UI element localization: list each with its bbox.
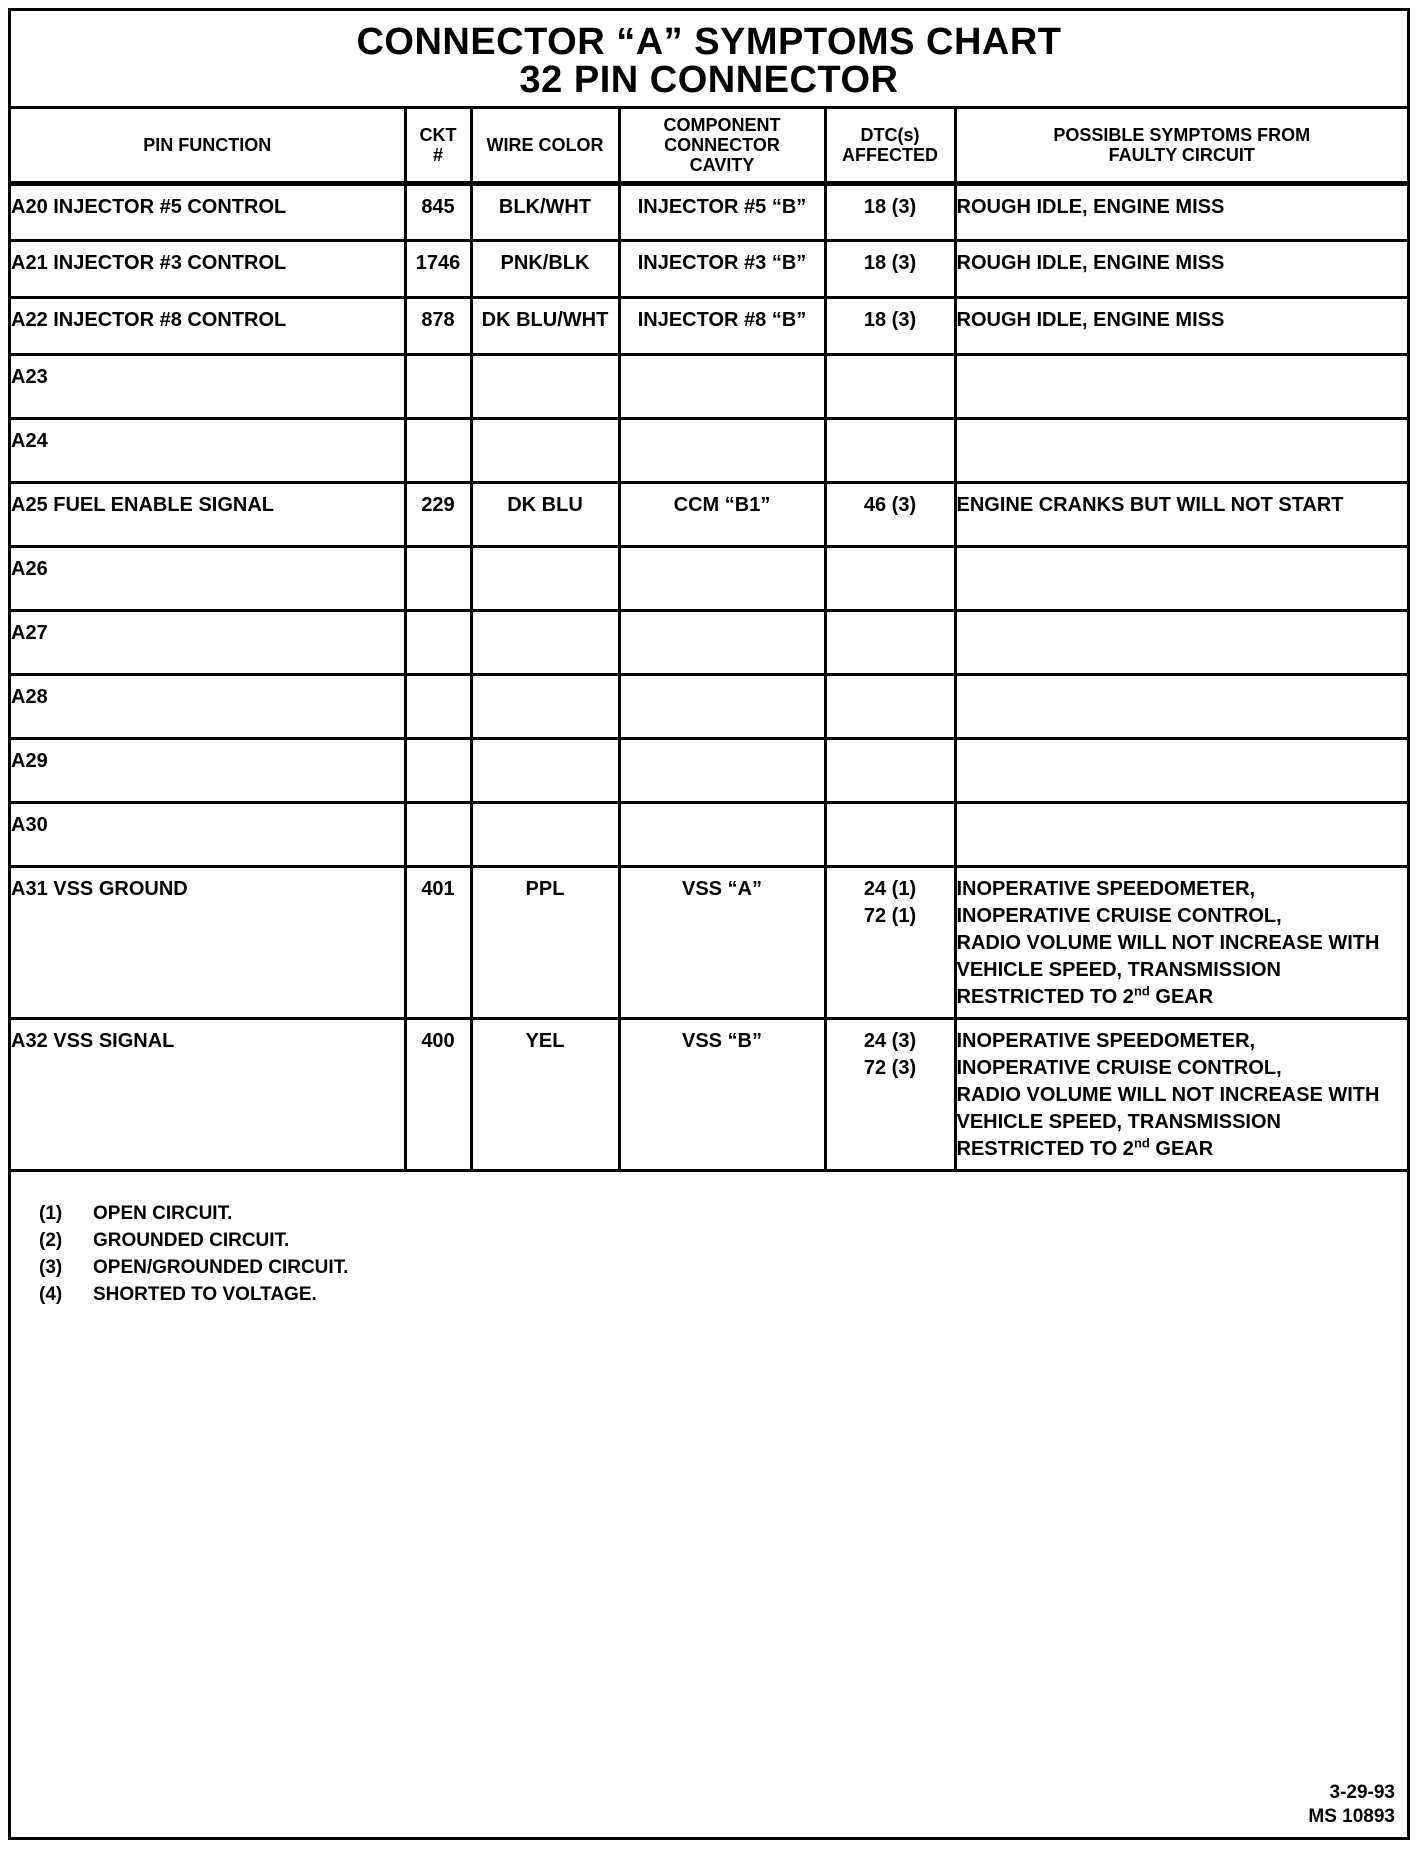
ckt-cell: 401 xyxy=(405,867,471,1019)
header-ckt-line1: CKT xyxy=(419,125,457,145)
table-row xyxy=(11,483,1407,547)
document-id xyxy=(1308,1781,1395,1829)
footnote-text: OPEN CIRCUIT. xyxy=(93,1203,233,1224)
header-component xyxy=(619,109,825,184)
header-symptoms xyxy=(955,109,1407,184)
footnote-text: OPEN/GROUNDED CIRCUIT. xyxy=(93,1257,349,1278)
dtc-cell xyxy=(825,419,955,483)
symptom-cell xyxy=(955,803,1407,867)
header-dtc-line2: AFFECTED xyxy=(842,145,938,165)
symptom-cell xyxy=(955,547,1407,611)
document-number: MS 10893 xyxy=(1308,1806,1395,1827)
dtc-cell: 18 (3) xyxy=(825,184,955,241)
wire-cell: DK BLU xyxy=(471,483,619,547)
symptom-line: VEHICLE SPEED, TRANSMISSION xyxy=(956,1111,1281,1133)
dtc-cell: 18 (3) xyxy=(825,241,955,298)
dtc-cell xyxy=(825,867,955,1019)
component-cell xyxy=(619,803,825,867)
pin-cell: A28 xyxy=(11,675,405,739)
table-row xyxy=(11,611,1407,675)
pin-cell: A31 VSS GROUND xyxy=(11,867,405,1019)
pin-cell: A30 xyxy=(11,803,405,867)
table-row xyxy=(11,419,1407,483)
table-row xyxy=(11,547,1407,611)
header-component-line2: CONNECTOR xyxy=(664,135,780,155)
header-dtc xyxy=(825,109,955,184)
pin-cell: A22 INJECTOR #8 CONTROL xyxy=(11,298,405,355)
symptom-cell: ROUGH IDLE, ENGINE MISS xyxy=(955,241,1407,298)
symptom-line: INOPERATIVE CRUISE CONTROL, xyxy=(956,905,1282,927)
dtc-cell: 18 (3) xyxy=(825,298,955,355)
wire-cell: PNK/BLK xyxy=(471,241,619,298)
document-date: 3-29-93 xyxy=(1329,1782,1395,1803)
pin-cell: A27 xyxy=(11,611,405,675)
dtc-cell: 46 (3) xyxy=(825,483,955,547)
wire-cell: PPL xyxy=(471,867,619,1019)
footnote-number: (1) xyxy=(39,1203,63,1224)
component-cell: VSS “B” xyxy=(619,1019,825,1171)
header-row xyxy=(11,109,1407,184)
footnotes xyxy=(11,1172,1407,1308)
symptom-cell xyxy=(955,867,1407,1019)
ckt-cell: 878 xyxy=(405,298,471,355)
pin-cell: A25 FUEL ENABLE SIGNAL xyxy=(11,483,405,547)
symptom-line: INOPERATIVE SPEEDOMETER, xyxy=(956,1030,1256,1052)
ckt-cell: 229 xyxy=(405,483,471,547)
ckt-cell xyxy=(405,611,471,675)
dtc-cell xyxy=(825,803,955,867)
table-row xyxy=(11,298,1407,355)
ckt-cell xyxy=(405,419,471,483)
dtc-cell xyxy=(825,355,955,419)
component-cell xyxy=(619,547,825,611)
symptoms-table xyxy=(11,109,1407,1172)
header-component-line1: COMPONENT xyxy=(663,115,781,135)
pin-cell: A32 VSS SIGNAL xyxy=(11,1019,405,1171)
symptom-cell xyxy=(955,1019,1407,1171)
wire-cell xyxy=(471,611,619,675)
symptom-text: GEAR xyxy=(1149,1138,1214,1160)
ckt-cell: 845 xyxy=(405,184,471,241)
pin-cell: A29 xyxy=(11,739,405,803)
header-component-line3: CAVITY xyxy=(689,155,755,175)
symptoms-chart-sheet xyxy=(8,8,1410,1840)
component-cell: INJECTOR #5 “B” xyxy=(619,184,825,241)
symptom-line: RADIO VOLUME WILL NOT INCREASE WITH xyxy=(956,932,1380,954)
component-cell: INJECTOR #8 “B” xyxy=(619,298,825,355)
symptom-line xyxy=(957,984,1408,1011)
dtc-line: 24 (1) xyxy=(863,878,917,900)
symptom-line: RADIO VOLUME WILL NOT INCREASE WITH xyxy=(956,1084,1380,1106)
symptom-cell xyxy=(955,419,1407,483)
dtc-cell xyxy=(825,611,955,675)
ckt-cell xyxy=(405,355,471,419)
component-cell xyxy=(619,739,825,803)
table-row xyxy=(11,867,1407,1019)
symptom-text: GEAR xyxy=(1149,986,1214,1008)
dtc-line: 24 (3) xyxy=(863,1030,917,1052)
table-row xyxy=(11,1019,1407,1171)
footnote-item xyxy=(39,1281,1407,1308)
dtc-cell xyxy=(825,675,955,739)
component-cell: INJECTOR #3 “B” xyxy=(619,241,825,298)
pin-cell: A21 INJECTOR #3 CONTROL xyxy=(11,241,405,298)
footnote-item xyxy=(39,1200,1407,1227)
header-wire-color: WIRE COLOR xyxy=(471,109,619,184)
pin-cell: A20 INJECTOR #5 CONTROL xyxy=(11,184,405,241)
table-row xyxy=(11,739,1407,803)
symptom-line: INOPERATIVE SPEEDOMETER, xyxy=(956,878,1256,900)
symptom-cell xyxy=(955,739,1407,803)
dtc-line: 72 (3) xyxy=(863,1057,917,1079)
component-cell: VSS “A” xyxy=(619,867,825,1019)
table-row xyxy=(11,241,1407,298)
header-dtc-line1: DTC(s) xyxy=(860,125,920,145)
chart-title-line2: 32 PIN CONNECTOR xyxy=(519,59,899,101)
wire-cell xyxy=(471,675,619,739)
header-symptoms-line1: POSSIBLE SYMPTOMS FROM xyxy=(1053,125,1311,145)
footnote-text: SHORTED TO VOLTAGE. xyxy=(93,1284,317,1305)
wire-cell xyxy=(471,355,619,419)
footnote-number: (4) xyxy=(39,1284,63,1305)
ckt-cell: 400 xyxy=(405,1019,471,1171)
component-cell: CCM “B1” xyxy=(619,483,825,547)
symptom-line: VEHICLE SPEED, TRANSMISSION xyxy=(956,959,1281,981)
table-row xyxy=(11,675,1407,739)
symptom-text: RESTRICTED TO 2 xyxy=(956,1138,1134,1160)
footnote-item xyxy=(39,1254,1407,1281)
component-cell xyxy=(619,419,825,483)
symptom-line: INOPERATIVE CRUISE CONTROL, xyxy=(956,1057,1282,1079)
header-symptoms-line2: FAULTY CIRCUIT xyxy=(1108,145,1255,165)
symptom-cell: ROUGH IDLE, ENGINE MISS xyxy=(955,184,1407,241)
footnote-text: GROUNDED CIRCUIT. xyxy=(93,1230,290,1251)
footnote-item xyxy=(39,1227,1407,1254)
symptom-cell xyxy=(955,355,1407,419)
footnote-number: (2) xyxy=(39,1230,63,1251)
wire-cell xyxy=(471,419,619,483)
table-row xyxy=(11,803,1407,867)
component-cell xyxy=(619,611,825,675)
chart-title-line1: CONNECTOR “A” SYMPTOMS CHART xyxy=(356,21,1062,63)
pin-cell: A23 xyxy=(11,355,405,419)
wire-cell: BLK/WHT xyxy=(471,184,619,241)
ckt-cell: 1746 xyxy=(405,241,471,298)
table-row xyxy=(11,355,1407,419)
dtc-cell xyxy=(825,739,955,803)
symptom-cell xyxy=(955,675,1407,739)
ordinal-suffix: nd xyxy=(1133,1135,1150,1151)
ckt-cell xyxy=(405,547,471,611)
wire-cell xyxy=(471,803,619,867)
header-pin-function: PIN FUNCTION xyxy=(11,109,405,184)
pin-cell: A24 xyxy=(11,419,405,483)
symptom-line xyxy=(957,1136,1408,1163)
header-ckt xyxy=(405,109,471,184)
ordinal-suffix: nd xyxy=(1133,983,1150,999)
ckt-cell xyxy=(405,739,471,803)
chart-title xyxy=(11,11,1407,109)
pin-cell: A26 xyxy=(11,547,405,611)
ckt-cell xyxy=(405,803,471,867)
header-ckt-line2: # xyxy=(432,145,443,165)
wire-cell: DK BLU/WHT xyxy=(471,298,619,355)
dtc-line: 72 (1) xyxy=(863,905,917,927)
dtc-cell xyxy=(825,547,955,611)
component-cell xyxy=(619,675,825,739)
wire-cell xyxy=(471,739,619,803)
wire-cell xyxy=(471,547,619,611)
component-cell xyxy=(619,355,825,419)
wire-cell: YEL xyxy=(471,1019,619,1171)
table-row xyxy=(11,184,1407,241)
symptom-cell xyxy=(955,611,1407,675)
symptom-text: RESTRICTED TO 2 xyxy=(956,986,1134,1008)
ckt-cell xyxy=(405,675,471,739)
dtc-cell xyxy=(825,1019,955,1171)
symptom-cell: ENGINE CRANKS BUT WILL NOT START xyxy=(955,483,1407,547)
symptom-cell: ROUGH IDLE, ENGINE MISS xyxy=(955,298,1407,355)
footnote-number: (3) xyxy=(39,1257,63,1278)
